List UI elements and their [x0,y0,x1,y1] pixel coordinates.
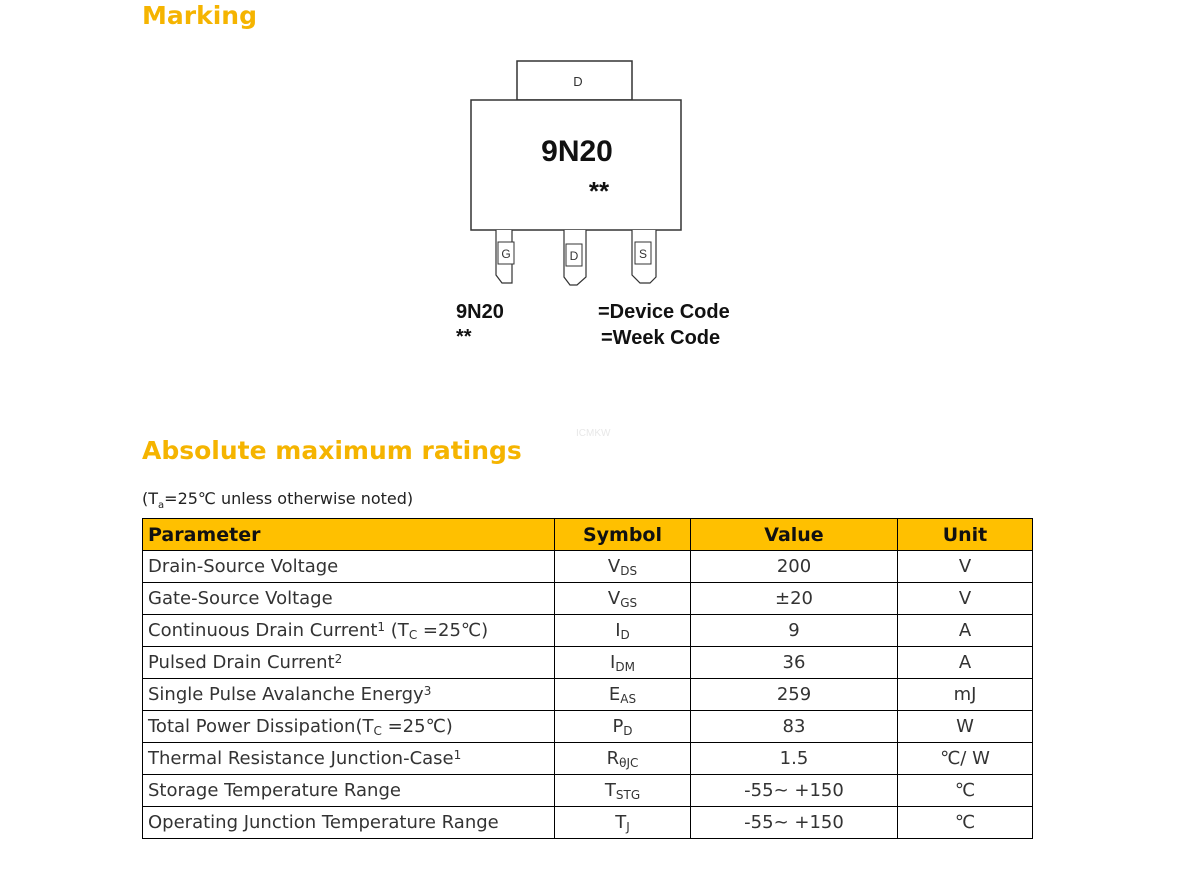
unit-cell: mJ [898,679,1033,711]
unit-cell: V [898,583,1033,615]
marking-title: Marking [142,1,257,30]
pin-label-drain: D [569,249,579,263]
value-cell: 36 [691,647,898,679]
legend-meaning-week: =Week Code [601,327,721,349]
symbol-cell: $T_J$ [555,807,691,839]
symbol-cell: $E_{AS}$ [555,679,691,711]
table-row [143,615,1033,647]
symbol-cell: $I_{DM}$ [555,647,691,679]
unit-cell: V [898,551,1033,583]
table-row [143,647,1033,679]
unit-cell: A [898,647,1033,679]
param-cell: Total Power $Dissipation(T_C$ =25℃) [143,711,555,743]
unit-cell: ℃ [898,807,1033,839]
table-row [143,775,1033,807]
value-cell: 259 [691,679,898,711]
symbol-cell: $R_{\theta JC}$ [555,743,691,775]
param-cell: Gate-Source Voltage [143,583,555,615]
table-row [143,743,1033,775]
legend-code-week: ** [456,326,472,348]
table-row [143,807,1033,839]
param-cell: Single Pulse Avalanche Energy$^3$ [143,679,555,711]
param-cell: Drain-Source Voltage [143,551,555,583]
symbol-cell: $V_{GS}$ [555,583,691,615]
param-cell: Continuous Drain Current$^1$ ($T_C$ =25℃) [143,615,555,647]
legend-code-device: 9N20 [456,301,504,323]
ratings-table [142,518,1033,839]
device-code-marking: 9N20 [541,135,613,168]
symbol-cell: $T_{STG}$ [555,775,691,807]
value-cell: 83 [691,711,898,743]
value-cell: ±20 [691,583,898,615]
param-cell: Thermal Resistance Junction-Case$^1$ [143,743,555,775]
symbol-cell: $I_D$ [555,615,691,647]
ratings-condition: ($T_a=25℃$ unless otherwise noted) [142,489,414,512]
unit-cell: W [898,711,1033,743]
legend-meaning-device: =Device Code [598,301,730,323]
header-parameter: Parameter [143,519,555,551]
table-row [143,583,1033,615]
value-cell: 9 [691,615,898,647]
tab-label: D [573,74,583,89]
unit-cell: ℃/ W [898,743,1033,775]
header-symbol: Symbol [555,519,691,551]
unit-cell: A [898,615,1033,647]
table-header-row [143,519,1033,551]
symbol-cell: $V_{DS}$ [555,551,691,583]
param-cell: Storage Temperature Range [143,775,555,807]
value-cell: -55~ +150 [691,775,898,807]
table-row [143,711,1033,743]
pin-label-gate: G [501,247,511,261]
watermark: ICMKW [576,428,611,439]
table-row [143,679,1033,711]
symbol-cell: $P_D$ [555,711,691,743]
param-cell: Pulsed Drain Current$^2$ [143,647,555,679]
value-cell: 200 [691,551,898,583]
value-cell: -55~ +150 [691,807,898,839]
header-unit: Unit [898,519,1033,551]
pin-label-source: S [638,247,648,261]
week-code-marking: ** [588,176,610,206]
unit-cell: ℃ [898,775,1033,807]
table-row [143,551,1033,583]
ratings-title: Absolute maximum ratings [142,436,522,465]
param-cell: Operating Junction Temperature Range [143,807,555,839]
value-cell: 1.5 [691,743,898,775]
header-value: Value [691,519,898,551]
